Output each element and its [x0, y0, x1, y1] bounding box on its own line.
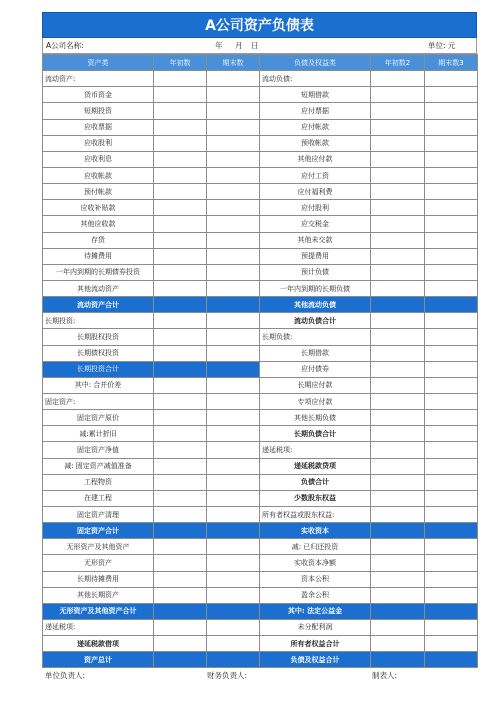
- asset-begin-cell[interactable]: [154, 555, 207, 571]
- asset-begin-cell[interactable]: [154, 248, 207, 264]
- liability-begin-cell[interactable]: [371, 442, 425, 458]
- asset-end-cell[interactable]: [207, 361, 260, 377]
- liability-end-cell[interactable]: [425, 410, 478, 426]
- day-label: 日: [251, 41, 259, 50]
- asset-end-cell[interactable]: [207, 619, 260, 635]
- liability-end-cell[interactable]: [425, 361, 478, 377]
- liability-begin-cell[interactable]: [371, 652, 425, 668]
- asset-begin-cell[interactable]: [154, 490, 207, 506]
- liability-end-cell[interactable]: [425, 216, 478, 232]
- asset-end-cell[interactable]: [207, 232, 260, 248]
- liability-end-cell[interactable]: [425, 151, 478, 167]
- asset-end-cell[interactable]: [207, 280, 260, 296]
- liability-end-cell[interactable]: [425, 426, 478, 442]
- table-row: [43, 119, 478, 135]
- table-row: [43, 103, 478, 119]
- table-row: [43, 216, 478, 232]
- liability-item-label: 实收资本净额: [260, 555, 371, 571]
- asset-item-label: 递延税项:: [43, 619, 154, 635]
- table-row: [43, 200, 478, 216]
- asset-begin-cell[interactable]: [154, 393, 207, 409]
- table-row: [43, 603, 478, 619]
- asset-begin-cell[interactable]: [154, 167, 207, 183]
- asset-item-label: 应收票据: [43, 119, 154, 135]
- asset-end-cell[interactable]: [207, 313, 260, 329]
- year-label: 年: [215, 41, 223, 50]
- asset-begin-cell[interactable]: [154, 345, 207, 361]
- liability-begin-cell[interactable]: [371, 539, 425, 555]
- liability-begin-cell[interactable]: [371, 329, 425, 345]
- table-row: [43, 393, 478, 409]
- asset-item-label: 存货: [43, 232, 154, 248]
- asset-end-cell[interactable]: [207, 345, 260, 361]
- table-row: [43, 184, 478, 200]
- asset-end-cell[interactable]: [207, 264, 260, 280]
- liability-begin-cell[interactable]: [371, 71, 425, 87]
- liability-item-label: 应付债券: [260, 361, 371, 377]
- liability-begin-cell[interactable]: [371, 135, 425, 151]
- liability-end-cell[interactable]: [425, 652, 478, 668]
- liability-begin-cell[interactable]: [371, 200, 425, 216]
- liability-item-label: 资本公积: [260, 571, 371, 587]
- asset-item-label: 长期投资:: [43, 313, 154, 329]
- header-assets-begin: 年初数: [154, 55, 207, 71]
- asset-item-label: 待摊费用: [43, 248, 154, 264]
- liability-begin-cell[interactable]: [371, 619, 425, 635]
- liability-begin-cell[interactable]: [371, 490, 425, 506]
- asset-item-label: 应收股利: [43, 135, 154, 151]
- liability-end-cell[interactable]: [425, 119, 478, 135]
- liability-end-cell[interactable]: [425, 458, 478, 474]
- asset-item-label: 无形资产及其他资产: [43, 539, 154, 555]
- liability-item-label: 负债合计: [260, 474, 371, 490]
- asset-begin-cell[interactable]: [154, 506, 207, 522]
- asset-end-cell[interactable]: [207, 184, 260, 200]
- liability-end-cell[interactable]: [425, 71, 478, 87]
- table-row: [43, 410, 478, 426]
- asset-begin-cell[interactable]: [154, 587, 207, 603]
- table-row: [43, 71, 478, 87]
- table-row: [43, 361, 478, 377]
- liability-item-label: 其他未交款: [260, 232, 371, 248]
- liability-end-cell[interactable]: [425, 87, 478, 103]
- asset-begin-cell[interactable]: [154, 442, 207, 458]
- asset-end-cell[interactable]: [207, 135, 260, 151]
- asset-begin-cell[interactable]: [154, 232, 207, 248]
- preparer-label: 制表人:: [372, 671, 398, 681]
- asset-item-label: 长期股权投资: [43, 329, 154, 345]
- liability-end-cell[interactable]: [425, 603, 478, 619]
- liability-begin-cell[interactable]: [371, 393, 425, 409]
- table-row: [43, 151, 478, 167]
- company-name-label: A公司名称:: [46, 41, 84, 50]
- liability-item-label: 负债及权益合计: [260, 652, 371, 668]
- asset-item-label: 应收补贴款: [43, 200, 154, 216]
- liability-item-label: 一年内到期的长期负债: [260, 280, 371, 296]
- asset-end-cell[interactable]: [207, 571, 260, 587]
- liability-end-cell[interactable]: [425, 329, 478, 345]
- liability-end-cell[interactable]: [425, 280, 478, 296]
- liability-item-label: 长期应付款: [260, 377, 371, 393]
- asset-item-label: 应收利息: [43, 151, 154, 167]
- liability-end-cell[interactable]: [425, 200, 478, 216]
- asset-item-label: 长期投资合计: [43, 361, 154, 377]
- table-row: [43, 474, 478, 490]
- asset-item-label: 固定资产净值: [43, 442, 154, 458]
- table-row: [43, 458, 478, 474]
- balance-table: [42, 54, 478, 668]
- liability-item-label: 长期负债:: [260, 329, 371, 345]
- liability-item-label: 少数股东权益: [260, 490, 371, 506]
- liability-begin-cell[interactable]: [371, 297, 425, 313]
- asset-begin-cell[interactable]: [154, 636, 207, 652]
- table-row: [43, 652, 478, 668]
- liability-begin-cell[interactable]: [371, 103, 425, 119]
- asset-begin-cell[interactable]: [154, 200, 207, 216]
- liability-item-label: 长期负债合计: [260, 426, 371, 442]
- asset-item-label: 固定资产合计: [43, 523, 154, 539]
- liability-begin-cell[interactable]: [371, 636, 425, 652]
- liability-item-label: 应付帐款: [260, 119, 371, 135]
- table-row: [43, 264, 478, 280]
- table-row: [43, 426, 478, 442]
- asset-end-cell[interactable]: [207, 297, 260, 313]
- liability-item-label: 应付工资: [260, 167, 371, 183]
- asset-end-cell[interactable]: [207, 458, 260, 474]
- balance-sheet: [42, 12, 477, 684]
- liability-end-cell[interactable]: [425, 184, 478, 200]
- liability-item-label: 其他长期负债: [260, 410, 371, 426]
- asset-item-label: 其他应收款: [43, 216, 154, 232]
- table-row: [43, 232, 478, 248]
- liability-end-cell[interactable]: [425, 167, 478, 183]
- liability-begin-cell[interactable]: [371, 377, 425, 393]
- liability-begin-cell[interactable]: [371, 571, 425, 587]
- table-row: [43, 377, 478, 393]
- asset-item-label: 固定资产原价: [43, 410, 154, 426]
- asset-end-cell[interactable]: [207, 474, 260, 490]
- asset-end-cell[interactable]: [207, 587, 260, 603]
- asset-begin-cell[interactable]: [154, 313, 207, 329]
- asset-begin-cell[interactable]: [154, 297, 207, 313]
- asset-begin-cell[interactable]: [154, 523, 207, 539]
- table-row: [43, 523, 478, 539]
- asset-end-cell[interactable]: [207, 103, 260, 119]
- asset-begin-cell[interactable]: [154, 119, 207, 135]
- liability-begin-cell[interactable]: [371, 119, 425, 135]
- asset-begin-cell[interactable]: [154, 619, 207, 635]
- liability-item-label: 所有者权益或股东权益:: [260, 506, 371, 522]
- asset-begin-cell[interactable]: [154, 539, 207, 555]
- liability-begin-cell[interactable]: [371, 410, 425, 426]
- table-row: [43, 329, 478, 345]
- unit-label: 单位: 元: [428, 41, 456, 50]
- table-row: [43, 506, 478, 522]
- asset-item-label: 预付帐款: [43, 184, 154, 200]
- liability-item-label: 应交税金: [260, 216, 371, 232]
- liability-begin-cell[interactable]: [371, 184, 425, 200]
- liability-begin-cell[interactable]: [371, 474, 425, 490]
- asset-item-label: 资产总计: [43, 652, 154, 668]
- table-row: [43, 587, 478, 603]
- liability-item-label: 递延税款贷项: [260, 458, 371, 474]
- asset-end-cell[interactable]: [207, 636, 260, 652]
- asset-end-cell[interactable]: [207, 652, 260, 668]
- asset-item-label: 固定资产:: [43, 393, 154, 409]
- asset-end-cell[interactable]: [207, 426, 260, 442]
- liability-begin-cell[interactable]: [371, 555, 425, 571]
- liability-end-cell[interactable]: [425, 490, 478, 506]
- liability-item-label: 长期借款: [260, 345, 371, 361]
- asset-begin-cell[interactable]: [154, 652, 207, 668]
- header-row: [43, 55, 478, 71]
- asset-begin-cell[interactable]: [154, 603, 207, 619]
- table-row: [43, 571, 478, 587]
- asset-item-label: 固定资产清理: [43, 506, 154, 522]
- liability-item-label: 应付票据: [260, 103, 371, 119]
- asset-end-cell[interactable]: [207, 523, 260, 539]
- asset-begin-cell[interactable]: [154, 280, 207, 296]
- asset-end-cell[interactable]: [207, 87, 260, 103]
- asset-begin-cell[interactable]: [154, 410, 207, 426]
- liability-item-label: 其他应付款: [260, 151, 371, 167]
- asset-item-label: 其他长期资产: [43, 587, 154, 603]
- asset-end-cell[interactable]: [207, 555, 260, 571]
- liability-end-cell[interactable]: [425, 393, 478, 409]
- table-row: [43, 167, 478, 183]
- asset-item-label: 递延税款借项: [43, 636, 154, 652]
- liability-begin-cell[interactable]: [371, 151, 425, 167]
- header-assets: 资产类: [43, 55, 154, 71]
- liability-end-cell[interactable]: [425, 232, 478, 248]
- asset-item-label: 短期投资: [43, 103, 154, 119]
- asset-item-label: 货币资金: [43, 87, 154, 103]
- liability-item-label: 应付股利: [260, 200, 371, 216]
- liability-item-label: 预提费用: [260, 248, 371, 264]
- liability-end-cell[interactable]: [425, 523, 478, 539]
- asset-item-label: 流动资产合计: [43, 297, 154, 313]
- table-row: [43, 280, 478, 296]
- asset-end-cell[interactable]: [207, 490, 260, 506]
- table-row: [43, 297, 478, 313]
- liability-item-label: 流动负债合计: [260, 313, 371, 329]
- liability-begin-cell[interactable]: [371, 313, 425, 329]
- asset-item-label: 长期待摊费用: [43, 571, 154, 587]
- table-row: [43, 135, 478, 151]
- liability-begin-cell[interactable]: [371, 458, 425, 474]
- asset-end-cell[interactable]: [207, 506, 260, 522]
- liability-begin-cell[interactable]: [371, 264, 425, 280]
- asset-begin-cell[interactable]: [154, 571, 207, 587]
- liability-end-cell[interactable]: [425, 587, 478, 603]
- asset-item-label: 长期债权投资: [43, 345, 154, 361]
- table-row: [43, 619, 478, 635]
- liability-begin-cell[interactable]: [371, 232, 425, 248]
- liability-end-cell[interactable]: [425, 474, 478, 490]
- table-row: [43, 442, 478, 458]
- liability-item-label: 减: 已归还投资: [260, 539, 371, 555]
- asset-end-cell[interactable]: [207, 167, 260, 183]
- liability-end-cell[interactable]: [425, 377, 478, 393]
- liability-item-label: 实收资本: [260, 523, 371, 539]
- asset-end-cell[interactable]: [207, 248, 260, 264]
- liability-end-cell[interactable]: [425, 248, 478, 264]
- asset-item-label: 其中: 合并价差: [43, 377, 154, 393]
- unit-head-label: 单位负责人:: [45, 671, 86, 681]
- liability-end-cell[interactable]: [425, 636, 478, 652]
- liability-end-cell[interactable]: [425, 506, 478, 522]
- asset-item-label: 流动资产:: [43, 71, 154, 87]
- asset-item-label: 减: 固定资产减值准备: [43, 458, 154, 474]
- liability-item-label: 未分配利润: [260, 619, 371, 635]
- liability-end-cell[interactable]: [425, 555, 478, 571]
- table-row: [43, 345, 478, 361]
- liability-begin-cell[interactable]: [371, 167, 425, 183]
- liability-end-cell[interactable]: [425, 135, 478, 151]
- liability-end-cell[interactable]: [425, 297, 478, 313]
- asset-item-label: 无形资产及其他资产合计: [43, 603, 154, 619]
- liability-end-cell[interactable]: [425, 571, 478, 587]
- info-row: [42, 38, 477, 54]
- asset-begin-cell[interactable]: [154, 264, 207, 280]
- asset-end-cell[interactable]: [207, 216, 260, 232]
- finance-head-label: 财务负责人:: [207, 671, 248, 681]
- table-row: [43, 248, 478, 264]
- asset-item-label: 应收帐款: [43, 167, 154, 183]
- asset-item-label: 减:累计折旧: [43, 426, 154, 442]
- table-row: [43, 313, 478, 329]
- asset-begin-cell[interactable]: [154, 361, 207, 377]
- liability-begin-cell[interactable]: [371, 426, 425, 442]
- liability-item-label: 其中: 法定公益金: [260, 603, 371, 619]
- liability-begin-cell[interactable]: [371, 587, 425, 603]
- asset-begin-cell[interactable]: [154, 71, 207, 87]
- asset-begin-cell[interactable]: [154, 151, 207, 167]
- month-label: 月: [235, 41, 243, 50]
- liability-end-cell[interactable]: [425, 345, 478, 361]
- liability-begin-cell[interactable]: [371, 603, 425, 619]
- liability-begin-cell[interactable]: [371, 280, 425, 296]
- header-liabilities-end: 期末数3: [425, 55, 478, 71]
- liability-end-cell[interactable]: [425, 539, 478, 555]
- liability-begin-cell[interactable]: [371, 216, 425, 232]
- table-row: [43, 539, 478, 555]
- liability-item-label: 预计负债: [260, 264, 371, 280]
- liability-item-label: 递延税项:: [260, 442, 371, 458]
- table-row: [43, 555, 478, 571]
- asset-end-cell[interactable]: [207, 393, 260, 409]
- table-row: [43, 636, 478, 652]
- liability-end-cell[interactable]: [425, 313, 478, 329]
- asset-begin-cell[interactable]: [154, 329, 207, 345]
- asset-begin-cell[interactable]: [154, 135, 207, 151]
- asset-begin-cell[interactable]: [154, 216, 207, 232]
- asset-end-cell[interactable]: [207, 377, 260, 393]
- header-liabilities: 负债及权益类: [260, 55, 371, 71]
- asset-begin-cell[interactable]: [154, 458, 207, 474]
- liability-item-label: 流动负债:: [260, 71, 371, 87]
- liability-end-cell[interactable]: [425, 442, 478, 458]
- header-liabilities-begin: 年初数2: [371, 55, 425, 71]
- liability-end-cell[interactable]: [425, 264, 478, 280]
- liability-begin-cell[interactable]: [371, 506, 425, 522]
- asset-begin-cell[interactable]: [154, 426, 207, 442]
- liability-begin-cell[interactable]: [371, 523, 425, 539]
- liability-item-label: 其他流动负债: [260, 297, 371, 313]
- liability-item-label: 预收帐款: [260, 135, 371, 151]
- asset-item-label: 其他流动资产: [43, 280, 154, 296]
- header-assets-end: 期末数: [207, 55, 260, 71]
- liability-begin-cell[interactable]: [371, 87, 425, 103]
- liability-item-label: 专项应付款: [260, 393, 371, 409]
- asset-item-label: 一年内到期的长期债券投资: [43, 264, 154, 280]
- asset-begin-cell[interactable]: [154, 377, 207, 393]
- asset-end-cell[interactable]: [207, 410, 260, 426]
- asset-begin-cell[interactable]: [154, 184, 207, 200]
- footer-row: [42, 668, 477, 684]
- asset-end-cell[interactable]: [207, 539, 260, 555]
- asset-end-cell[interactable]: [207, 119, 260, 135]
- asset-end-cell[interactable]: [207, 603, 260, 619]
- liability-begin-cell[interactable]: [371, 345, 425, 361]
- sheet-title: A公司资产负债表: [42, 12, 477, 38]
- asset-begin-cell[interactable]: [154, 87, 207, 103]
- table-row: [43, 87, 478, 103]
- liability-end-cell[interactable]: [425, 103, 478, 119]
- liability-item-label: 应付福利费: [260, 184, 371, 200]
- liability-item-label: 短期借款: [260, 87, 371, 103]
- liability-begin-cell[interactable]: [371, 361, 425, 377]
- asset-begin-cell[interactable]: [154, 474, 207, 490]
- asset-end-cell[interactable]: [207, 151, 260, 167]
- asset-item-label: 在建工程: [43, 490, 154, 506]
- asset-end-cell[interactable]: [207, 442, 260, 458]
- asset-begin-cell[interactable]: [154, 103, 207, 119]
- liability-item-label: 所有者权益合计: [260, 636, 371, 652]
- liability-item-label: 盈余公积: [260, 587, 371, 603]
- asset-end-cell[interactable]: [207, 329, 260, 345]
- asset-end-cell[interactable]: [207, 200, 260, 216]
- asset-item-label: 工程物资: [43, 474, 154, 490]
- liability-end-cell[interactable]: [425, 619, 478, 635]
- table-row: [43, 490, 478, 506]
- liability-begin-cell[interactable]: [371, 248, 425, 264]
- asset-item-label: 无形资产: [43, 555, 154, 571]
- asset-end-cell[interactable]: [207, 71, 260, 87]
